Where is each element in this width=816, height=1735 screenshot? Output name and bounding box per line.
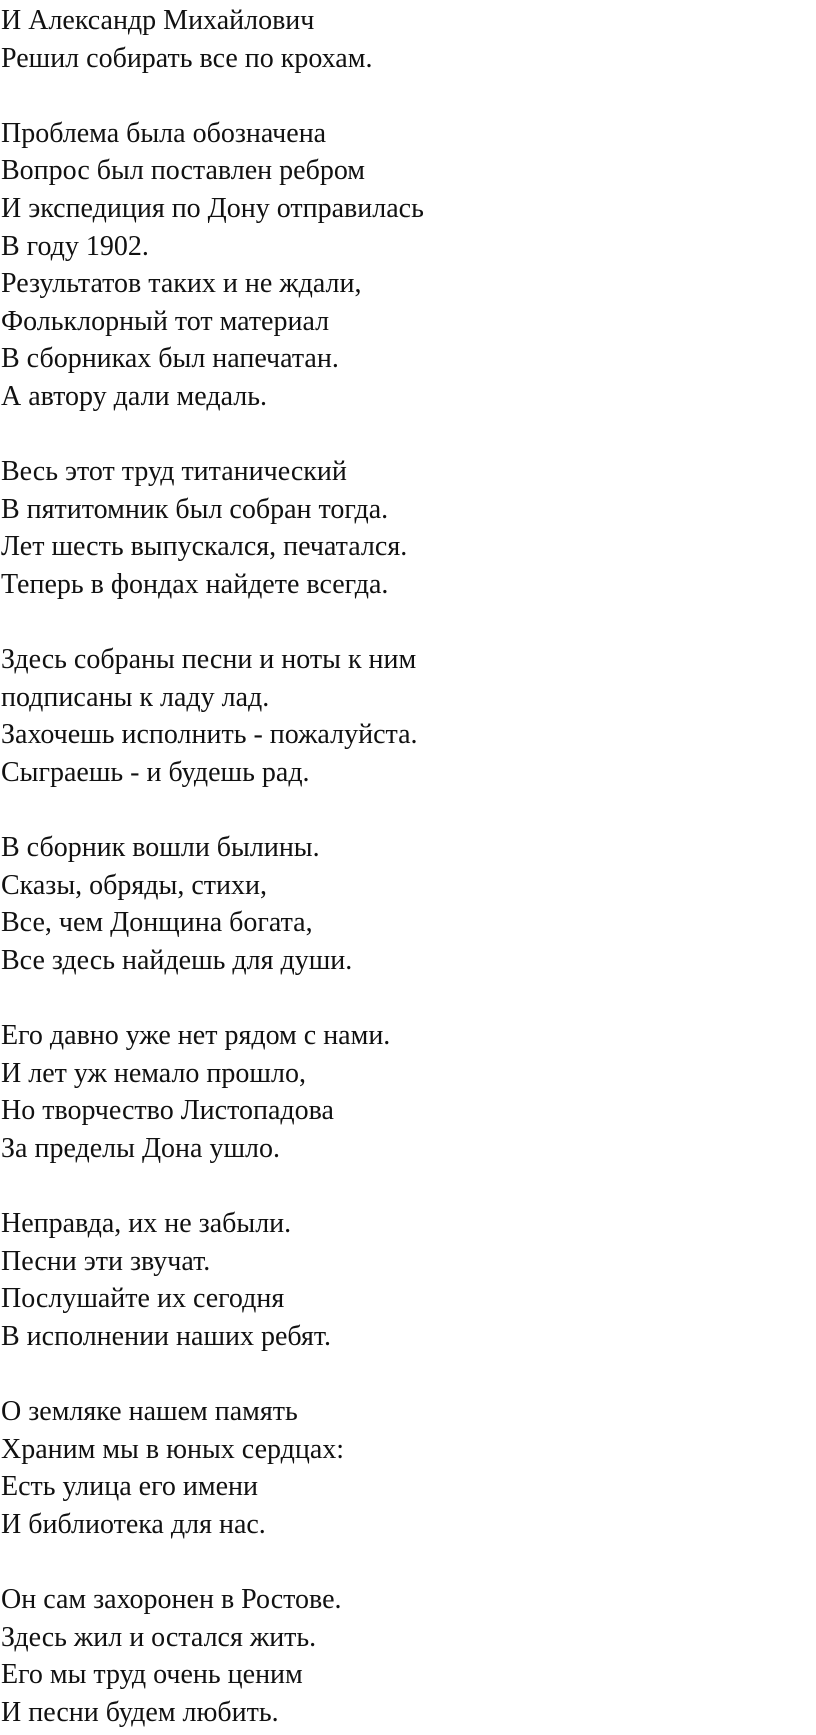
poem-line: И песни будем любить. bbox=[1, 1696, 279, 1728]
poem-line: Весь этот труд титанический bbox=[1, 456, 347, 488]
poem-line: И экспедиция по Дону отправилась bbox=[1, 192, 424, 224]
stanza bbox=[1, 1017, 801, 1167]
poem-line: В пятитомник был собран тогда. bbox=[1, 493, 389, 525]
poem-line: Сыграешь - и будешь рад. bbox=[1, 756, 310, 788]
stanza bbox=[1, 1393, 801, 1543]
poem-line: Но творчество Листопадова bbox=[1, 1095, 334, 1127]
poem-line: Песни эти звучат. bbox=[1, 1245, 211, 1277]
poem-line: Решил собирать все по крохам. bbox=[1, 42, 373, 74]
poem-line: И Александр Михайлович bbox=[1, 5, 315, 36]
poem-line: В исполнении наших ребят. bbox=[1, 1320, 331, 1352]
poem-line: Лет шесть выпускался, печатался. bbox=[1, 531, 408, 563]
poem-line: И лет уж немало прошло, bbox=[1, 1057, 306, 1089]
poem-line: В сборниках был напечатан. bbox=[1, 343, 339, 375]
poem-line: Он сам захоронен в Ростове. bbox=[1, 1583, 342, 1615]
poem-line: За пределы Дона ушло. bbox=[1, 1132, 281, 1164]
poem-line: Все здесь найдешь для души. bbox=[1, 944, 353, 976]
poem-line: Послушайте их сегодня bbox=[1, 1283, 285, 1315]
poem-line: О земляке нашем память bbox=[1, 1395, 298, 1427]
poem-line: Результатов таких и не ждали, bbox=[1, 268, 362, 300]
stanza bbox=[1, 453, 801, 603]
poem-line: Храним мы в юных сердцах: bbox=[1, 1433, 345, 1465]
poem-line: В сборник вошли былины. bbox=[1, 832, 320, 864]
poem-line: Его давно уже нет рядом с нами. bbox=[1, 1020, 391, 1052]
poem-line: Неправда, их не забыли. bbox=[1, 1208, 292, 1239]
poem-line: Есть улица его имени bbox=[1, 1471, 258, 1503]
stanza bbox=[1, 641, 801, 791]
poem-line: подписаны к ладу лад. bbox=[1, 681, 270, 713]
poem-line: Вопрос был поставлен ребром bbox=[1, 155, 366, 187]
stanza bbox=[1, 1205, 801, 1355]
poem-text bbox=[1, 2, 801, 1731]
poem-line: Фольклорный тот материал bbox=[1, 305, 330, 337]
stanza bbox=[1, 115, 801, 416]
poem-line: А автору дали медаль. bbox=[1, 380, 267, 412]
stanza bbox=[1, 2, 801, 77]
poem-line: Захочешь исполнить - пожалуйста. bbox=[1, 719, 418, 751]
poem-line: Сказы, обряды, стихи, bbox=[1, 869, 267, 901]
poem-line: В году 1902. bbox=[1, 230, 149, 262]
poem-line: Здесь жил и остался жить. bbox=[1, 1621, 317, 1653]
poem-line: Здесь собраны песни и ноты к ним bbox=[1, 644, 417, 676]
poem-line: Теперь в фондах найдете всегда. bbox=[1, 568, 389, 600]
poem-line: Его мы труд очень ценим bbox=[1, 1659, 303, 1691]
poem-line: И библиотека для нас. bbox=[1, 1508, 266, 1540]
stanza bbox=[1, 1581, 801, 1731]
poem-line: Все, чем Донщина богата, bbox=[1, 907, 313, 939]
poem-line: Проблема была обозначена bbox=[1, 117, 327, 149]
stanza bbox=[1, 829, 801, 979]
